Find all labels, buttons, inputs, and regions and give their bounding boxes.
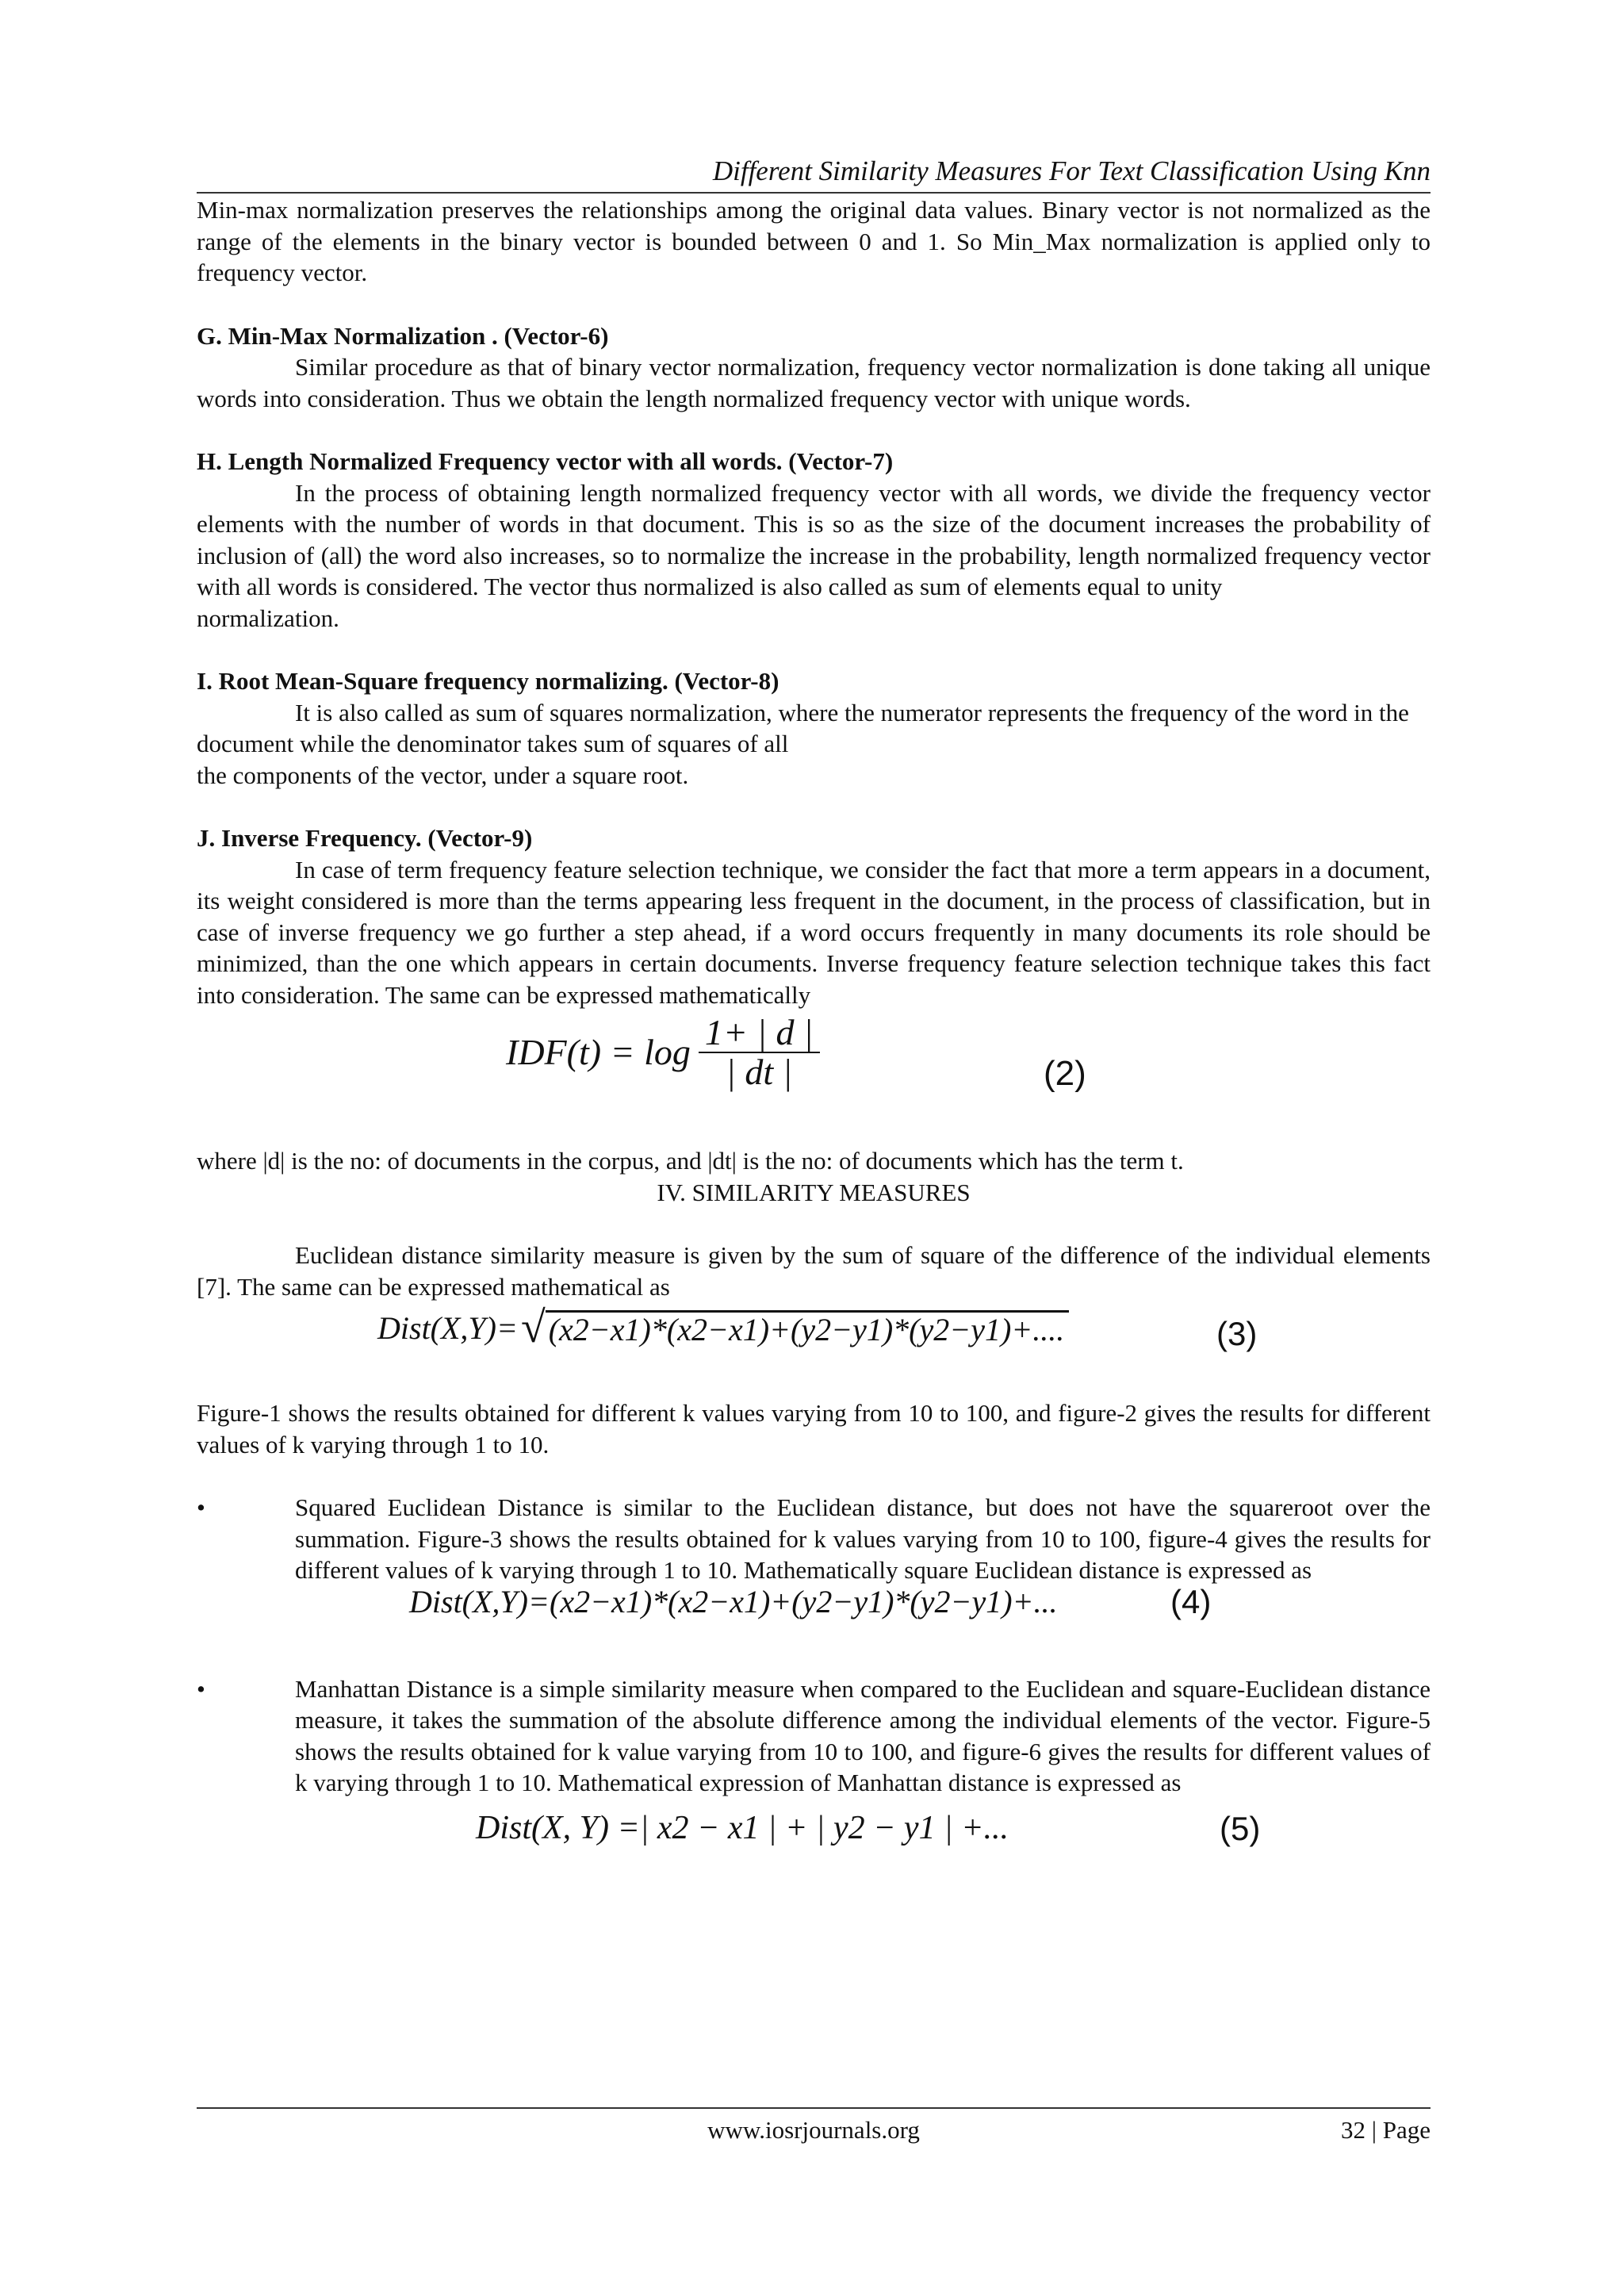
eq5-number: (5) (1220, 1809, 1261, 1847)
footer-rule (197, 2107, 1431, 2109)
euclidean-paragraph: Euclidean distance similarity measure is given by the sum of square of the difference of the individual elements [7]. The same can be expressed mathematical as (197, 1241, 1431, 1301)
bullet-text: Squared Euclidean Distance is similar to the Euclidean distance, but does not have the squareroot over the summation. Figure-3 shows the results obtained for k values varying from 10 to 100, figure-4 gives the results for different values of k varying through 1 to 10. Mathematically square Euclidean distance is expressed as (295, 1493, 1431, 1584)
section-h-heading: H. Length Normalized Frequency vector with all words. (Vector-7) (197, 447, 894, 475)
eq4-expression: Dist(X,Y)=(x2−x1)*(x2−x1)+(y2−y1)*(y2−y1)+... (409, 1583, 1058, 1619)
header-rule (197, 192, 1431, 194)
section-j-heading: J. Inverse Frequency. (Vector-9) (197, 824, 533, 852)
eq3-radicand: (x2−x1)*(x2−x1)+(y2−y1)*(y2−y1)+.... (546, 1310, 1070, 1346)
bullet-text: Manhattan Distance is a simple similarity measure when compared to the Euclidean and square-Euclidean distance measure, it takes the summation of the absolute difference among the individual elements of the vector. Figure-5 shows the results obtained for k value varying from 10 to 100, and figure-6 gives the results for different values of k varying through 1 to 10. Mathematical expression of Manhattan distance is expressed as (295, 1674, 1431, 1796)
equation-2 (197, 1010, 1431, 1145)
section-i-paragraph: It is also called as sum of squares normalization, where the numerator represents the frequency of the word in the document while the denominator takes sum of squares of all (197, 698, 1409, 757)
figures-paragraph: Figure-1 shows the results obtained for different k values varying from 10 to 100, and figure-2 gives the results for different values of k varying through 1 to 10. (197, 1399, 1431, 1458)
section-j-paragraph: In case of term frequency feature selection technique, we consider the fact that more a term appears in a document, its weight considered is more than the terms appearing less frequent in the document, in the process of classification, but in case of inverse frequency we go further a step ahead, if a word occurs frequently in many documents its role should be minimized, than the one which appears in certain documents. Inverse frequency feature selection technique takes this fact into consideration. The same can be expressed mathematically (197, 855, 1431, 1009)
bullet-marker: • (197, 1674, 205, 1703)
running-header: Different Similarity Measures For Text Classification Using Knn (712, 155, 1431, 186)
bullet-marker: • (197, 1493, 205, 1521)
section-iv-heading: IV. SIMILARITY MEASURES (657, 1178, 971, 1206)
section-g-heading: G. Min-Max Normalization . (Vector-6) (197, 321, 609, 350)
eq2-numerator: 1+ | d | (699, 1017, 820, 1053)
section-i-paragraph-end: the components of the vector, under a square root. (197, 761, 689, 789)
section-i-heading: I. Root Mean-Square frequency normalizing. (Vector-8) (197, 667, 779, 695)
section-g-paragraph: Similar procedure as that of binary vector normalization, frequency vector normalization is done taking all unique words into consideration. Thus we obtain the length normalized frequency vector with unique words. (197, 353, 1431, 412)
eq2-lhs: IDF(t) = log (506, 1031, 691, 1072)
section-h-paragraph: In the process of obtaining length normalized frequency vector with all words, we divide the frequency vector elements with the number of words in that document. This is so as the size of the document increases the probability of inclusion of (all) the word also increases, so to normalize the increase in the probability, length normalized frequency vector with all words is considered. The vector thus normalized is also called as sum of elements equal to unity (197, 478, 1431, 600)
footer-page-number: 32 | Page (1341, 2116, 1431, 2144)
section-h-paragraph-end: normalization. (197, 604, 339, 632)
eq5-expression: Dist(X, Y) =| x2 − x1 | + | y2 − y1 | +... (476, 1809, 1009, 1846)
eq3-number: (3) (1216, 1315, 1258, 1352)
eq2-denominator: | dt | (726, 1051, 793, 1092)
eq2-fraction (699, 1012, 820, 1092)
equation-3 (197, 1302, 1431, 1382)
bullet-manhattan (197, 1673, 1431, 1799)
eq4-number: (4) (1170, 1582, 1212, 1620)
intro-paragraph: Min-max normalization preserves the relationships among the original data values. Binary vector is not normalized as the range of the elements in the binary vector is bounded between 0 and 1. So Min_Max normalization is applied only to frequency vector. (197, 196, 1431, 286)
footer-site: www.iosrjournals.org (707, 2116, 920, 2144)
equation-5 (197, 1799, 1431, 1862)
where-text: where |d| is the no: of documents in the corpus, and |dt| is the no: of documents which has the term t. (197, 1147, 1184, 1175)
sqrt-sign: √ (521, 1302, 546, 1352)
bullet-squared-euclidean (197, 1492, 1431, 1586)
eq3-lhs: Dist(X,Y)= (377, 1309, 518, 1346)
body-content (197, 194, 1431, 1862)
eq2-number: (2) (1044, 1054, 1086, 1093)
equation-4 (197, 1582, 1431, 1642)
